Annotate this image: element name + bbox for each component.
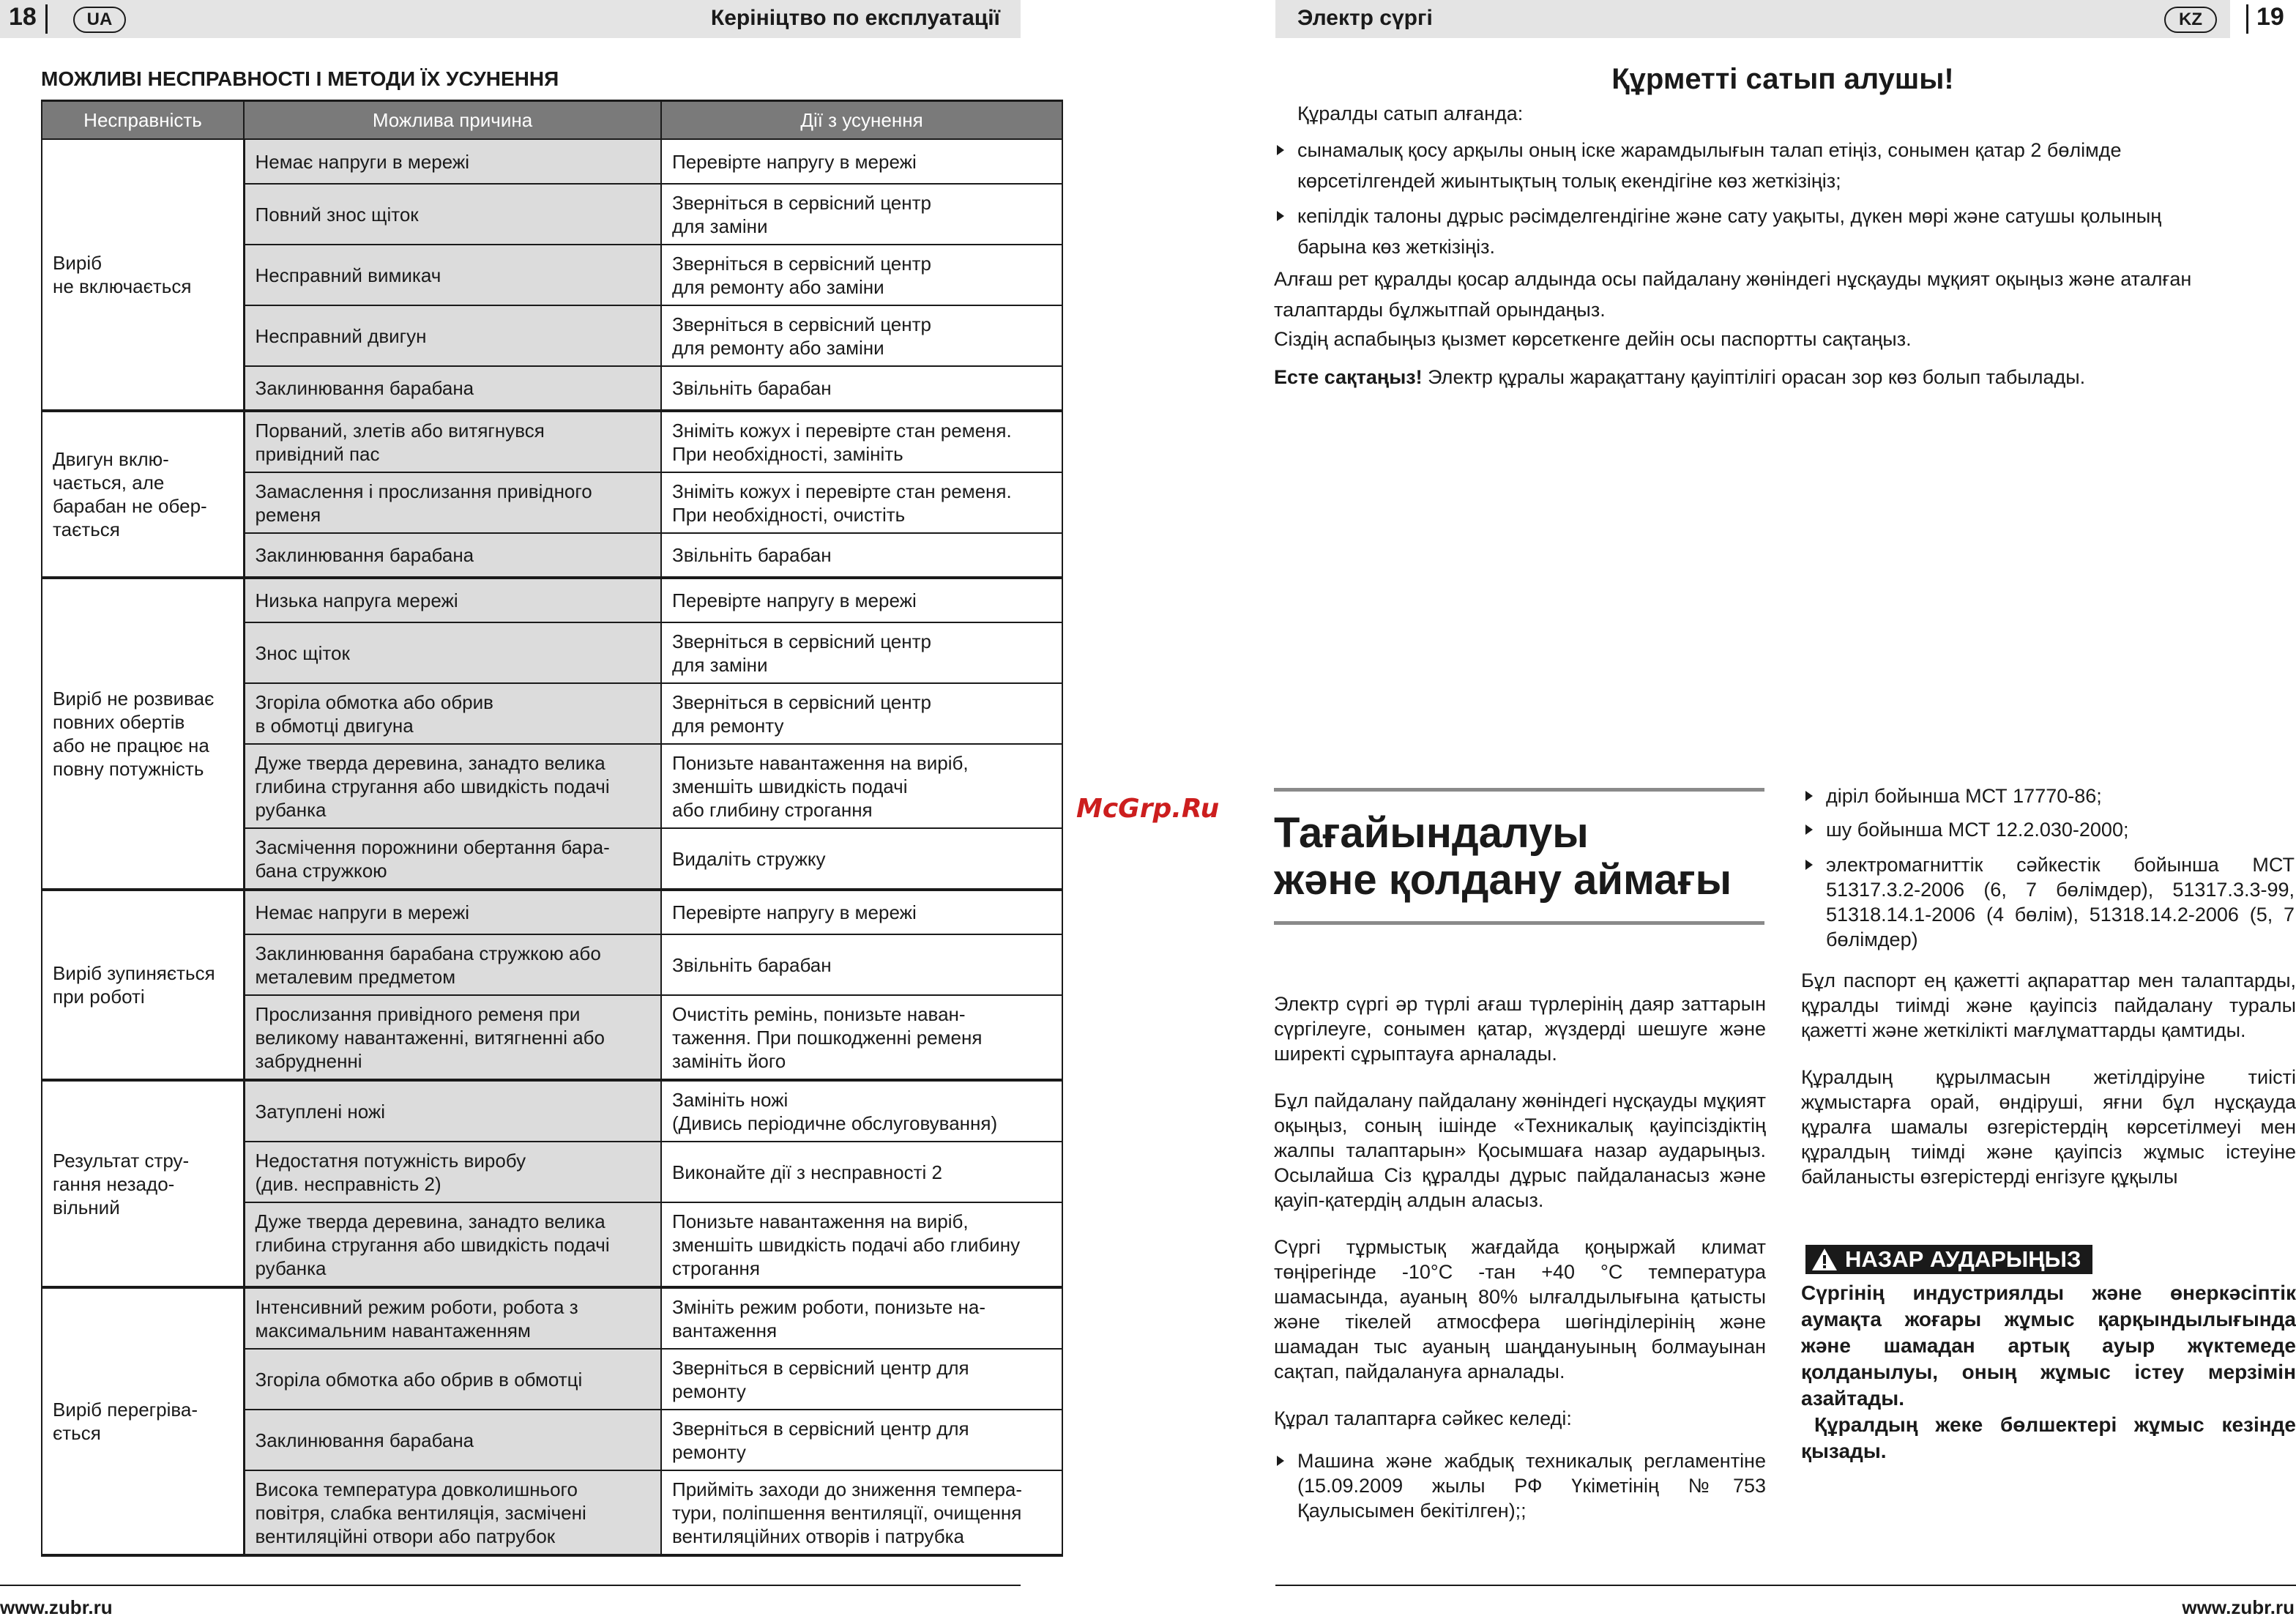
table-row — [42, 1287, 1062, 1349]
col1-paragraph-2: Бұл пайдалану пайдалану жөніндегі нұсқауды мұқият оқыңыз, соның ішінде «Техникалық қауіпсіздіктің жалпы талаптарын» Қосымшаға назар аударыңыз. Осылайша Сіз құралды дұрыс пайдаланасыз және қауіп-қатердің алдын аласыз. — [1274, 1090, 1766, 1211]
col1-paragraph-3: Сүргі тұрмыстық жағдайда қоңыржай климат төңірегінде -10°С -тан +40 °С температура шамасында, ауаның 80% ылғалдылығына қатысты және тікелей атмосфера шөгінділерінің және шамадан тыс ауаның шаңдануының болмауынан сақтап, пайдалануға арналады. — [1274, 1236, 1766, 1382]
para-2: Сіздің аспабыңыз қызмет көрсеткенге дейін осы паспортты сақтаңыз. — [1274, 328, 1912, 350]
bullet-marker-icon — [1277, 1456, 1284, 1466]
bullet-marker-icon — [1805, 860, 1813, 870]
col2-paragraph-2: Құралдың құрылмасын жетілдіруіне тиісті жұмыстарға орай, өндіруші, яғни бұл нұсқауда құралға шамалы өзгерістердің көрсетілмеуі мен құралдың тиімді және қауіпсіз жұмыс істеуіне байланысты өзгерістерді енгізуге құқылы — [1801, 1066, 2296, 1188]
section-title — [1274, 810, 1732, 904]
left-footer-rule — [0, 1585, 1021, 1586]
fix-cell: Очистіть ремінь, понизьте наван- таження. При пошкодженні ременя замініть його — [661, 995, 1062, 1080]
bullet-2-line-2: барына көз жеткізіңіз. — [1297, 236, 1495, 258]
fault-cell: Виріб перегріва- ється — [42, 1287, 244, 1555]
cause-cell: Заклинювання барабана — [244, 1410, 661, 1470]
left-page-separator — [45, 4, 48, 34]
col1-bullet: Машина және жабдық техникалық регламентіне (15.09.2009 жылы РФ Үкіметінің №753 Қаулысымен бекітілген);; — [1297, 1450, 1766, 1522]
section-title-line-1: Тағайындалуы — [1274, 809, 1589, 857]
fix-cell: Звільніть барабан — [661, 366, 1062, 411]
col2-paragraph-1: Бұл паспорт ең қажетті ақпараттар мен талаптарды, құралды тиімді және қауіпсіз пайдалану туралы қажетті және жеткілікті мағлұматтарды қамтиды. — [1801, 969, 2296, 1041]
right-footer-rule — [1275, 1585, 2296, 1586]
cause-cell: Несправний вимикач — [244, 245, 661, 305]
fault-cell: Двигун вклю- чається, але барабан не обер- тається — [42, 411, 244, 578]
greeting-title: Құрметті сатып алушы! — [1611, 63, 1954, 95]
fault-cell: Виріб не включається — [42, 139, 244, 411]
table-row — [42, 411, 1062, 472]
bullet-2-line-1: кепілдік талоны дұрыс рәсімделгендігіне және сату уақыты, дүкен мөрі және сатушы қолының — [1297, 205, 2162, 227]
cause-cell: Прослизання привідного ременя при великому навантаженні, витягненні або забрудненні — [244, 995, 661, 1080]
right-header-title: Электр сүргі — [1297, 6, 1433, 30]
fix-cell: Перевірте напругу в мережі — [661, 890, 1062, 934]
column-header-fix: Дії з усунення — [661, 101, 1062, 140]
left-header-title: Керініцтво по експлуатації — [710, 6, 1000, 30]
col2-bullet-2: шу бойынша МСТ 12.2.030-2000; — [1826, 819, 2129, 841]
fix-cell: Зніміть кожух і перевірте стан ременя. При необхідності, замініть — [661, 411, 1062, 472]
troubleshooting-title: МОЖЛИВІ НЕСПРАВНОСТІ І МЕТОДИ ЇХ УСУНЕННЯ — [41, 67, 559, 90]
right-lang-badge: KZ — [2164, 7, 2217, 33]
cause-cell: Повний знос щіток — [244, 184, 661, 245]
fix-cell: Понизьте навантаження на виріб, зменшіть швидкість подачі або глибину строгання — [661, 1202, 1062, 1287]
cause-cell: Висока температура довколишнього повітря, слабка вентиляція, засмічені вентиляційні отвори або патрубок — [244, 1470, 661, 1555]
fix-cell: Прийміть заходи до зниження темпера- тури, поліпшення вентиляції, очищення вентиляційних отворів і патрубка — [661, 1470, 1062, 1555]
table-row — [42, 578, 1062, 622]
cause-cell: Порваний, злетів або витягнувся привідний пас — [244, 411, 661, 472]
bullet-marker-icon — [1277, 211, 1284, 221]
cause-cell: Несправний двигун — [244, 305, 661, 366]
caution-line — [1274, 362, 2085, 392]
bullet-marker-icon — [1277, 145, 1284, 155]
col1-paragraph-1: Электр сүргі әр түрлі ағаш түрлерінің даяр заттарын сүргілеуге, сонымен қатар, жүздерді шешуге және ширекті сұрыптауға арналады. — [1274, 993, 1766, 1065]
section-rule-bottom — [1274, 921, 1764, 925]
table-header-row — [42, 101, 1062, 140]
cause-cell: Згоріла обмотка або обрив в обмотці — [244, 1349, 661, 1410]
caution-text: Электр құралы жарақаттану қауіптілігі орасан зор көз болып табылады. — [1422, 366, 2086, 388]
cause-cell: Затуплені ножі — [244, 1080, 661, 1142]
warning-text-2: Құралдың жеке бөлшектері жұмыс кезінде қызады. — [1801, 1413, 2296, 1462]
bullet-marker-icon — [1805, 825, 1813, 835]
column-header-fault: Несправність — [42, 101, 244, 140]
right-page-separator — [2246, 4, 2248, 34]
fix-cell: Видаліть стружку — [661, 828, 1062, 890]
fault-cell: Виріб зупиняється при роботі — [42, 890, 244, 1080]
cause-cell: Заклинювання барабана — [244, 366, 661, 411]
cause-cell: Дуже тверда деревина, занадто велика глибина стругання або швидкість подачі рубанка — [244, 744, 661, 828]
fault-cell: Результат стру- гання незадо- вільний — [42, 1080, 244, 1287]
cause-cell: Засмічення порожнини обертання бара- бана стружкою — [244, 828, 661, 890]
fix-cell: Зверніться в сервісний центр для ремонту або заміни — [661, 305, 1062, 366]
right-page-number: 19 — [2256, 3, 2284, 31]
section-rule-top — [1274, 788, 1764, 792]
cause-cell: Дуже тверда деревина, занадто велика глибина стругання або швидкість подачі рубанка — [244, 1202, 661, 1287]
intro-text: Құралды сатып алғанда: — [1297, 103, 1524, 124]
warning-text-1: Сүргінің индустриялды және өнеркәсіптік аумақта жоғары жұмыс қарқындылығында және шамадан артық ауыр жүктемеде қолданылуы, оның жұмыс істеу мерзімін азайтады. — [1801, 1281, 2296, 1410]
para-1-line-1: Алғаш рет құралды қосар алдында осы пайдалану жөніндегі нұсқауды мұқият оқыңыз және аталған — [1274, 268, 2192, 290]
col2-bullet-3: электромагниттік сәйкестік бойынша МСТ 51317.3.2-2006 (6, 7 бөлімдер), 51317.3.3-99, 51318.14.1-2006 (4 бөлім), 51318.14.2-2006 (5, 7 бөлімдер) — [1826, 854, 2295, 950]
warning-icon — [1811, 1248, 1838, 1271]
right-footer-url: www.zubr.ru — [2182, 1596, 2295, 1618]
fix-cell: Замініть ножі (Дивись періодичне обслуговування) — [661, 1080, 1062, 1142]
col1-paragraph-4: Құрал талаптарға сәйкес келеді: — [1274, 1407, 1572, 1429]
caution-label: Есте сақтаңыз! — [1274, 366, 1423, 388]
fix-cell: Звільніть барабан — [661, 533, 1062, 578]
bullet-1-line-2: көрсетілгендей жиынтықтың толық екендігіне көз жеткізіңіз; — [1297, 170, 1841, 192]
cause-cell: Недостатня потужність виробу (див. несправність 2) — [244, 1142, 661, 1202]
left-page-number: 18 — [9, 3, 37, 31]
table-body — [42, 139, 1062, 1555]
fix-cell: Зверніться в сервісний центр для заміни — [661, 184, 1062, 245]
left-lang-badge: UA — [73, 7, 126, 33]
cause-cell: Замаслення і прослизання привідного ременя — [244, 472, 661, 533]
fault-cell: Виріб не розвиває повних обертів або не працює на повну потужність — [42, 578, 244, 890]
fix-cell: Перевірте напругу в мережі — [661, 578, 1062, 622]
fix-cell: Звільніть барабан — [661, 934, 1062, 995]
table-row — [42, 890, 1062, 934]
bullet-marker-icon — [1805, 791, 1813, 801]
left-footer-url: www.zubr.ru — [0, 1596, 113, 1618]
watermark: McGrp.Ru — [1076, 794, 1220, 824]
table-row — [42, 139, 1062, 184]
cause-cell: Згоріла обмотка або обрив в обмотці двигуна — [244, 683, 661, 744]
cause-cell: Знос щіток — [244, 622, 661, 683]
fix-cell: Зверніться в сервісний центр для ремонту або заміни — [661, 245, 1062, 305]
fix-cell: Зніміть кожух і перевірте стан ременя. При необхідності, очистіть — [661, 472, 1062, 533]
fix-cell: Понизьте навантаження на виріб, зменшіть швидкість подачі або глибину строгання — [661, 744, 1062, 828]
troubleshooting-table — [41, 100, 1063, 1557]
column-2 — [1801, 968, 2296, 1211]
cause-cell: Немає напруги в мережі — [244, 890, 661, 934]
column-1 — [1274, 991, 1766, 1453]
bullet-1-line-1: сынамалық қосу арқылы оның іске жарамдылығын талап етіңіз, сонымен қатар 2 бөлімде — [1297, 139, 2122, 161]
para-1-line-2: талаптарды бұлжытпай орындаңыз. — [1274, 299, 1606, 321]
column-header-cause: Можлива причина — [244, 101, 661, 140]
cause-cell: Низька напруга мережі — [244, 578, 661, 622]
warning-text — [1801, 1280, 2296, 1464]
col2-bullet-1: діріл бойынша МСТ 17770-86; — [1826, 785, 2102, 807]
fix-cell: Зверніться в сервісний центр для заміни — [661, 622, 1062, 683]
fix-cell: Зверніться в сервісний центр для ремонту — [661, 1349, 1062, 1410]
cause-cell: Заклинювання барабана — [244, 533, 661, 578]
section-title-line-2: және қолдану аймағы — [1274, 856, 1732, 904]
fix-cell: Змініть режим роботи, понизьте на- вантаження — [661, 1287, 1062, 1349]
cause-cell: Заклинювання барабана стружкою або металевим предметом — [244, 934, 661, 995]
cause-cell: Немає напруги в мережі — [244, 139, 661, 184]
fix-cell: Зверніться в сервісний центр для ремонту — [661, 683, 1062, 744]
fix-cell: Перевірте напругу в мережі — [661, 139, 1062, 184]
fix-cell: Зверніться в сервісний центр для ремонту — [661, 1410, 1062, 1470]
cause-cell: Інтенсивний режим роботи, робота з максимальним навантаженням — [244, 1287, 661, 1349]
table-row — [42, 1080, 1062, 1142]
warning-banner: НАЗАР АУДАРЫҢЫЗ — [1805, 1245, 2092, 1274]
fix-cell: Виконайте дії з несправності 2 — [661, 1142, 1062, 1202]
